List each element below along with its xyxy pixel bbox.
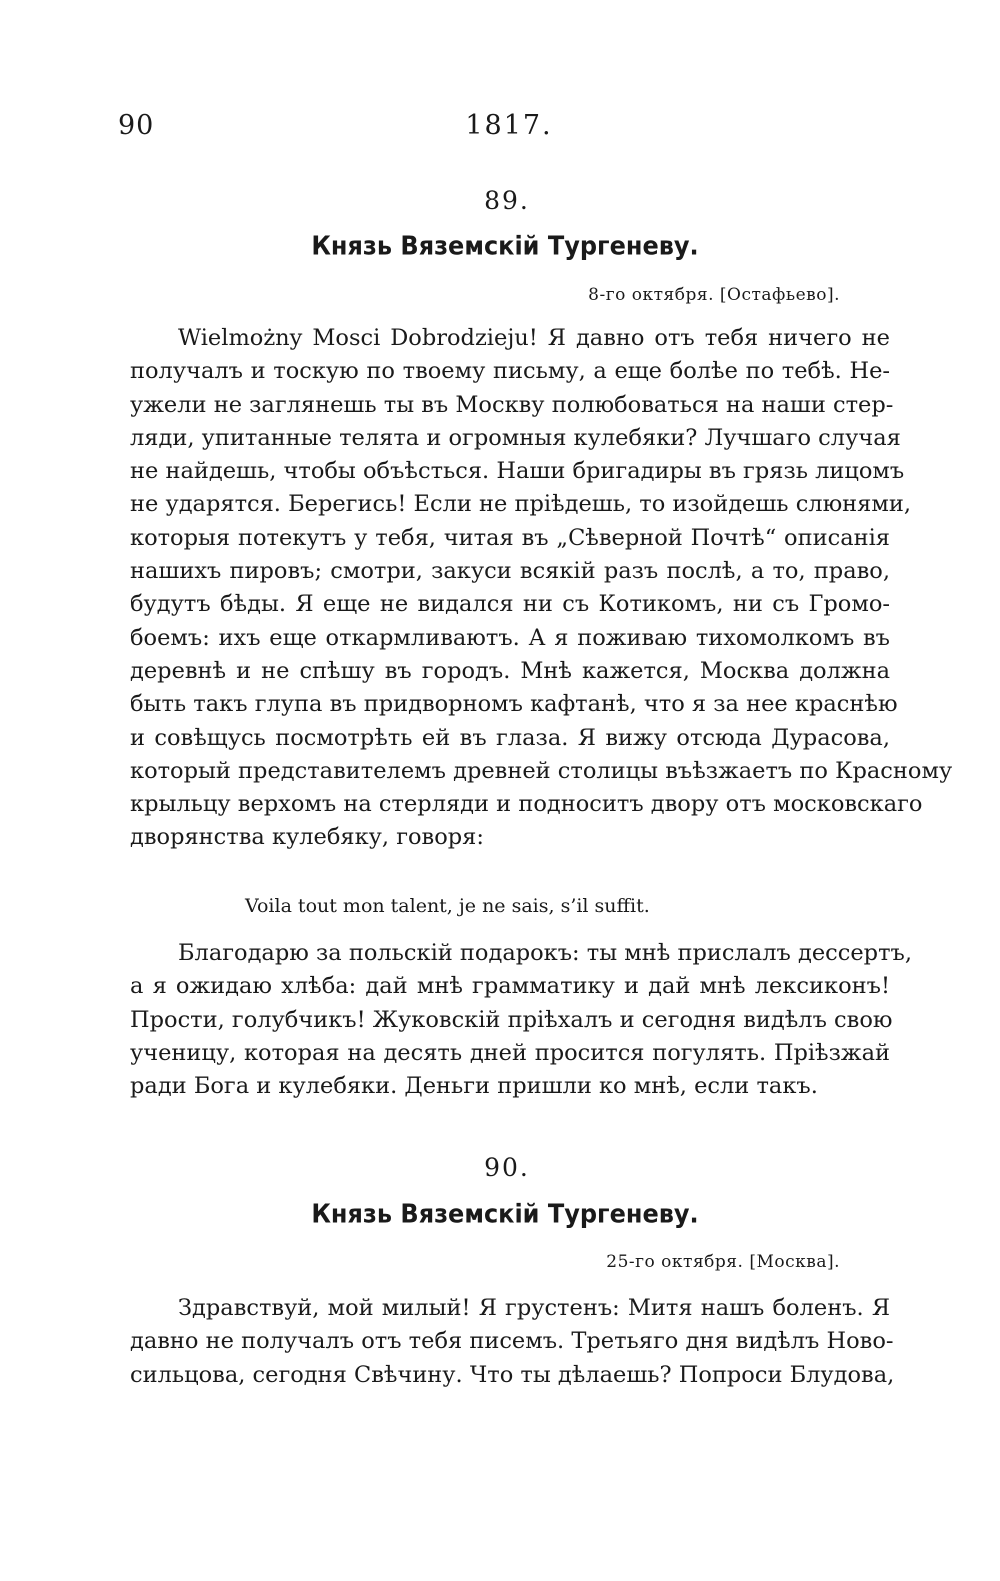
text-line: не найдешь, чтобы объѣсться. Наши бригадиры въ грязь лицомъ	[130, 458, 905, 485]
text-line: будутъ бѣды. Я еще не видался ни съ Котикомъ, ни съ Громо-	[130, 591, 890, 618]
text-line: давно не получалъ отъ тебя писемъ. Третьяго дня видѣлъ Ново-	[130, 1328, 894, 1355]
text-line: ужели не заглянешь ты въ Москву полюбоваться на наши стер-	[130, 391, 894, 418]
letter-number: 89.	[484, 186, 530, 215]
verse-quote: Voila tout mon talent, je ne sais, s’il suffit.	[245, 895, 650, 917]
text-line: ученицу, которая на десять дней просится погулять. Пріѣзжай	[130, 1039, 890, 1066]
dateline: 25-го октября. [Москва].	[606, 1252, 840, 1272]
text-line: которыя потекутъ у тебя, читая въ „Сѣверной Почтѣ“ описанія	[130, 524, 890, 551]
running-head-year: 1817.	[465, 110, 553, 141]
letter-heading: Князь Вяземскій Тургеневу.	[311, 1198, 699, 1230]
text-line: а я ожидаю хлѣба: дай мнѣ грамматику и дай мнѣ лексиконъ!	[130, 973, 890, 1000]
text-line: быть такъ глупа въ придворномъ кафтанѣ, что я за нее краснѣю	[130, 691, 898, 718]
text-line: Прости, голубчикъ! Жуковскій пріѣхалъ и сегодня видѣлъ свою	[130, 1006, 893, 1033]
text-line: Wielmożny Mosci Dobrodzieju! Я давно отъ тебя ничего не	[178, 325, 890, 351]
text-line: ляди, упитанные телята и огромныя кулебяки? Лучшаго случая	[130, 424, 901, 451]
letter-body	[130, 322, 953, 855]
text-line: сильцова, сегодня Свѣчину. Что ты дѣлаешь? Попроси Блудова,	[130, 1361, 895, 1388]
dateline: 8-го октября. [Остафьево].	[588, 285, 840, 305]
text-line: деревнѣ и не спѣшу въ городъ. Мнѣ кажется, Москва должна	[130, 657, 890, 684]
letter-number: 90.	[484, 1153, 530, 1182]
text-line: получалъ и тоскую по твоему письму, а еще болѣе по тебѣ. Не-	[130, 358, 890, 385]
text-line: который представителемъ древней столицы въѣзжаетъ по Красному	[130, 757, 953, 784]
text-line: боемъ: ихъ еще откармливаютъ. А я поживаю тихомолкомъ въ	[130, 624, 890, 651]
text-line: нашихъ пировъ; смотри, закуси всякій разъ послѣ, а то, право,	[130, 558, 890, 585]
letter-body	[130, 1292, 895, 1392]
text-line: и совѣщусь посмотрѣть ей въ глаза. Я вижу отсюда Дурасова,	[130, 724, 890, 751]
letter-body-continued	[130, 937, 912, 1103]
page-number: 90	[118, 110, 155, 141]
text-line: крыльцу верхомъ на стерляди и подноситъ двору отъ московскаго	[130, 791, 923, 818]
text-line: Здравствуй, мой милый! Я грустенъ: Митя нашъ боленъ. Я	[178, 1295, 890, 1321]
text-line: ради Бога и кулебяки. Деньги пришли ко мнѣ, если такъ.	[130, 1073, 818, 1100]
text-line: Благодарю за польскій подарокъ: ты мнѣ прислалъ дессертъ,	[178, 940, 912, 966]
text-line: не ударятся. Берегись! Если не пріѣдешь, то изойдешь слюнями,	[130, 491, 912, 518]
letter-heading: Князь Вяземскій Тургеневу.	[311, 230, 699, 262]
text-line: дворянства кулебяку, говоря:	[130, 824, 484, 851]
